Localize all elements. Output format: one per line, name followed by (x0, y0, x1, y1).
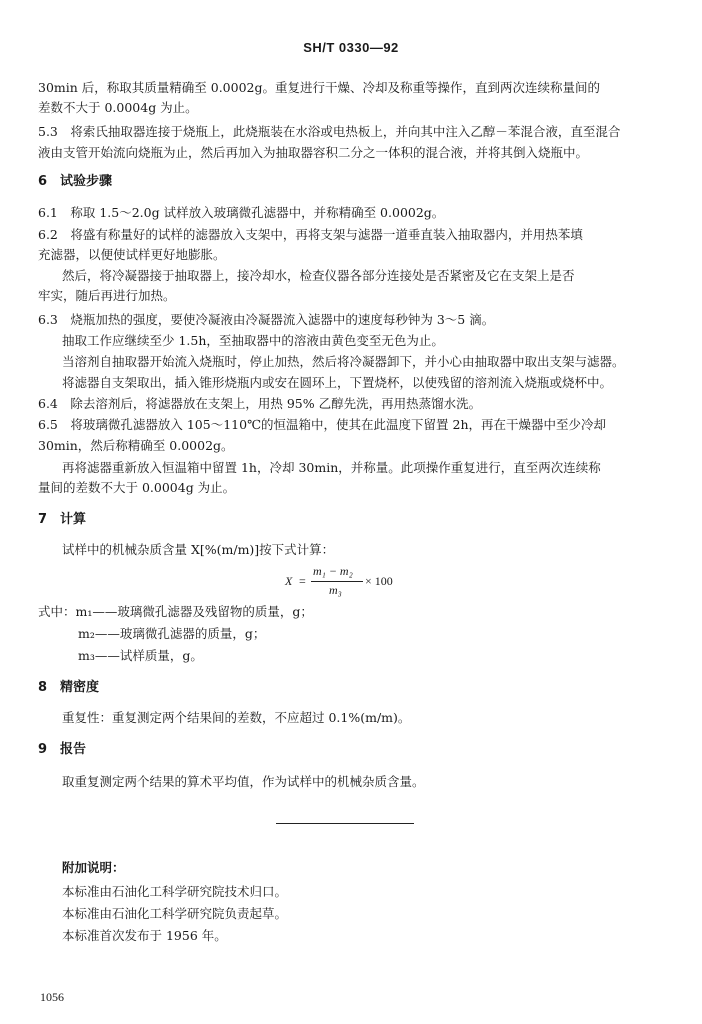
text-line: 6.4 除去溶剂后，将滤器放在支架上，用热 95% 乙醇先洗，再用热蒸馏水洗。 (38, 396, 482, 411)
text-line: 差数不大于 0.0004g 为止。 (38, 100, 198, 115)
divider (276, 823, 414, 824)
formula-numerator: m₁ − m₂ (313, 564, 353, 578)
text-line: 重复性：重复测定两个结果间的差数，不应超过 0.1%(m/m)。 (62, 710, 411, 725)
formula (285, 566, 425, 602)
text-line: 取重复测定两个结果的算术平均值，作为试样中的机械杂质含量。 (62, 774, 425, 789)
page-number: 1056 (40, 990, 64, 1004)
text-line: 6.3 烧瓶加热的强度，要使冷凝液由冷凝器流入滤器中的速度每秒钟为 3～5 滴。 (38, 312, 495, 327)
section-heading: 7 计算 (38, 512, 87, 527)
appendix-title: 附加说明： (62, 860, 125, 875)
text-line: m₂——玻璃微孔滤器的质量，g； (78, 626, 266, 641)
section-heading: 9 报告 (38, 742, 87, 757)
text-line: 液由支管开始流向烧瓶为止，然后再加入为抽取器容积二分之一体积的混合液，并将其倒入烧瓶中。 (38, 145, 589, 160)
text-line: 本标准由石油化工科学研究院负责起草。 (62, 906, 288, 921)
section-heading: 8 精密度 (38, 680, 100, 695)
standard-header: SH/T 0330—92 (303, 40, 399, 55)
text-line: 30min 后，称取其质量精确至 0.0002g。重复进行干燥、冷却及称重等操作，直到两次连续称量间的 (38, 80, 600, 95)
formula-equals: = (299, 574, 306, 588)
text-line: 抽取工作应继续至少 1.5h，至抽取器中的溶液由黄色变至无色为止。 (62, 333, 444, 348)
text-line: 当溶剂自抽取器开始流入烧瓶时，停止加热，然后将冷凝器卸下，并小心由抽取器中取出支架与滤器。 (62, 354, 625, 369)
text-line: 试样中的机械杂质含量 X[%(m/m)]按下式计算： (62, 542, 335, 557)
text-line: m₃——试样质量，g。 (78, 648, 203, 663)
text-line: 牢实，随后再进行加热。 (38, 288, 176, 303)
section-heading: 6 试验步骤 (38, 174, 113, 189)
text-line: 量间的差数不大于 0.0004g 为止。 (38, 480, 236, 495)
text-line: 本标准由石油化工科学研究院技术归口。 (62, 884, 288, 899)
text-line: 6.2 将盛有称量好的试样的滤器放入支架中，再将支架与滤器一道垂直装入抽取器内，并用热苯填 (38, 227, 583, 242)
formula-denominator: m₃ (329, 583, 342, 597)
text-line: 式中：m₁——玻璃微孔滤器及残留物的质量，g； (38, 604, 313, 619)
text-line: 将滤器自支架取出，插入锥形烧瓶内或安在圆环上，下置烧杯，以使残留的溶剂流入烧瓶或烧杯中。 (62, 375, 613, 390)
formula-lhs: X (285, 574, 293, 588)
text-line: 5.3 将索氏抽取器连接于烧瓶上，此烧瓶装在水浴或电热板上，并向其中注入乙醇－苯混合液，直至混合 (38, 124, 621, 139)
text-line: 30min，然后称精确至 0.0002g。 (38, 438, 234, 453)
formula-multiplier: × 100 (365, 574, 393, 588)
text-line: 6.5 将玻璃微孔滤器放入 105～110℃的恒温箱中，使其在此温度下留置 2h，再在干燥器中至少冷却 (38, 417, 607, 432)
text-line: 再将滤器重新放入恒温箱中留置 1h，冷却 30min，并称量。此项操作重复进行，直至两次连续称 (62, 460, 601, 475)
text-line: 然后，将冷凝器接于抽取器上，接冷却水，检查仪器各部分连接处是否紧密及它在支架上是否 (62, 268, 575, 283)
text-line: 本标准首次发布于 1956 年。 (62, 928, 227, 943)
fraction-bar (311, 581, 363, 582)
text-line: 充滤器，以便使试样更好地膨胀。 (38, 247, 226, 262)
text-line: 6.1 称取 1.5～2.0g 试样放入玻璃微孔滤器中，并称精确至 0.0002g。 (38, 205, 445, 220)
